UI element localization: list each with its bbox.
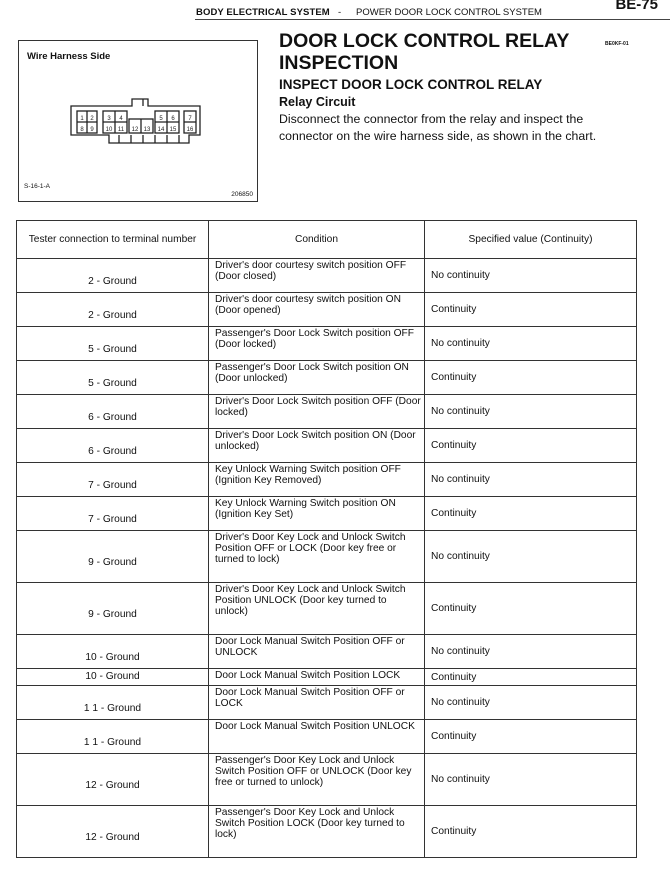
terminal-label: 6 bbox=[171, 116, 175, 122]
terminal-label: 10 bbox=[105, 127, 113, 133]
terminal-label: 1 bbox=[80, 116, 84, 122]
table-row bbox=[17, 327, 637, 361]
tester-cell: 6 - Ground bbox=[17, 395, 209, 429]
table-body bbox=[17, 259, 637, 858]
table-header-row bbox=[17, 221, 637, 259]
value-cell: No continuity bbox=[425, 259, 637, 293]
value-cell: Continuity bbox=[425, 720, 637, 754]
page-header bbox=[0, 0, 670, 20]
value-cell: No continuity bbox=[425, 754, 637, 806]
value-cell: No continuity bbox=[425, 635, 637, 669]
condition-cell: Driver's door courtesy switch position ON (Door opened) bbox=[209, 293, 425, 327]
terminal-label: 4 bbox=[119, 116, 123, 122]
value-cell: Continuity bbox=[425, 429, 637, 463]
header-separator: - bbox=[338, 7, 342, 18]
condition-cell: Driver's Door Key Lock and Unlock Switch Position UNLOCK (Door key turned to unlock) bbox=[209, 583, 425, 635]
table-row bbox=[17, 463, 637, 497]
table-row bbox=[17, 429, 637, 463]
header-condition: Condition bbox=[209, 221, 425, 259]
value-cell: Continuity bbox=[425, 669, 637, 686]
condition-cell: Driver's Door Lock Switch position ON (Door unlocked) bbox=[209, 429, 425, 463]
subsection-heading: Relay Circuit bbox=[279, 95, 356, 109]
system-name: BODY ELECTRICAL SYSTEM bbox=[196, 7, 330, 18]
subsystem-name: POWER DOOR LOCK CONTROL SYSTEM bbox=[356, 7, 542, 18]
terminal-label: 13 bbox=[143, 127, 151, 133]
tester-cell: 5 - Ground bbox=[17, 361, 209, 395]
value-cell: No continuity bbox=[425, 686, 637, 720]
condition-cell: Driver's door courtesy switch position OFF (Door closed) bbox=[209, 259, 425, 293]
tester-cell: 7 - Ground bbox=[17, 497, 209, 531]
terminal-label: 5 bbox=[159, 116, 163, 122]
connector-diagram bbox=[18, 40, 258, 202]
terminal-label: 3 bbox=[107, 116, 111, 122]
table-row bbox=[17, 635, 637, 669]
condition-cell: Door Lock Manual Switch Position OFF or UNLOCK bbox=[209, 635, 425, 669]
instruction-text: Disconnect the connector from the relay and inspect the connector on the wire harness side, as shown in the chart. bbox=[279, 112, 597, 143]
terminal-label: 7 bbox=[188, 116, 192, 122]
page-number: BE-75 bbox=[615, 0, 658, 13]
condition-cell: Key Unlock Warning Switch position ON (Ignition Key Set) bbox=[209, 497, 425, 531]
condition-cell: Key Unlock Warning Switch position OFF (Ignition Key Removed) bbox=[209, 463, 425, 497]
value-cell: No continuity bbox=[425, 463, 637, 497]
terminal-label: 14 bbox=[157, 127, 165, 133]
value-cell: Continuity bbox=[425, 293, 637, 327]
tester-cell: 7 - Ground bbox=[17, 463, 209, 497]
tester-cell: 9 - Ground bbox=[17, 531, 209, 583]
terminal-label: 15 bbox=[169, 127, 177, 133]
table-row bbox=[17, 583, 637, 635]
tester-cell: 9 - Ground bbox=[17, 583, 209, 635]
figure-number: 206850 bbox=[231, 191, 253, 198]
tester-cell: 2 - Ground bbox=[17, 293, 209, 327]
tester-cell: 10 - Ground bbox=[17, 635, 209, 669]
condition-cell: Door Lock Manual Switch Position UNLOCK bbox=[209, 720, 425, 754]
section-heading: INSPECT DOOR LOCK CONTROL RELAY bbox=[279, 77, 543, 92]
value-cell: Continuity bbox=[425, 806, 637, 858]
terminal-label: 12 bbox=[131, 127, 139, 133]
tester-cell: 10 - Ground bbox=[17, 669, 209, 686]
condition-cell: Passenger's Door Key Lock and Unlock Switch Position OFF or UNLOCK (Door key free or turned to unlock) bbox=[209, 754, 425, 806]
table-row bbox=[17, 293, 637, 327]
condition-cell: Passenger's Door Key Lock and Unlock Switch Position LOCK (Door key turned to lock) bbox=[209, 806, 425, 858]
table-row bbox=[17, 754, 637, 806]
table-row bbox=[17, 361, 637, 395]
table-row bbox=[17, 669, 637, 686]
value-cell: Continuity bbox=[425, 361, 637, 395]
condition-cell: Driver's Door Lock Switch position OFF (Door locked) bbox=[209, 395, 425, 429]
table-row bbox=[17, 259, 637, 293]
condition-cell: Driver's Door Key Lock and Unlock Switch Position OFF or LOCK (Door key free or turned to lock) bbox=[209, 531, 425, 583]
condition-cell: Passenger's Door Lock Switch position ON (Door unlocked) bbox=[209, 361, 425, 395]
terminal-label: 16 bbox=[186, 127, 194, 133]
header-specified-value: Specified value (Continuity) bbox=[425, 221, 637, 259]
header-rule bbox=[195, 19, 670, 20]
tester-cell: 5 - Ground bbox=[17, 327, 209, 361]
value-cell: Continuity bbox=[425, 583, 637, 635]
tester-cell: 1 1 - Ground bbox=[17, 720, 209, 754]
terminal-label: 2 bbox=[90, 116, 94, 122]
tester-cell: 6 - Ground bbox=[17, 429, 209, 463]
value-cell: No continuity bbox=[425, 531, 637, 583]
reference-code: BE0KF-01 bbox=[605, 41, 629, 47]
connector-illustration bbox=[19, 41, 257, 201]
table-row bbox=[17, 531, 637, 583]
terminal-label: 9 bbox=[90, 127, 94, 133]
figure-code: S-16-1-A bbox=[24, 183, 51, 190]
table-row bbox=[17, 395, 637, 429]
tester-cell: 2 - Ground bbox=[17, 259, 209, 293]
value-cell: No continuity bbox=[425, 395, 637, 429]
condition-cell: Passenger's Door Lock Switch position OFF (Door locked) bbox=[209, 327, 425, 361]
table-row bbox=[17, 686, 637, 720]
terminal-label: 8 bbox=[80, 127, 84, 133]
value-cell: Continuity bbox=[425, 497, 637, 531]
condition-cell: Door Lock Manual Switch Position LOCK bbox=[209, 669, 425, 686]
header-tester-connection: Tester connection to terminal number bbox=[17, 221, 209, 259]
table-row bbox=[17, 720, 637, 754]
tester-cell: 12 - Ground bbox=[17, 754, 209, 806]
tester-cell: 12 - Ground bbox=[17, 806, 209, 858]
terminal-label: 11 bbox=[117, 127, 125, 133]
table-row bbox=[17, 497, 637, 531]
value-cell: No continuity bbox=[425, 327, 637, 361]
continuity-table bbox=[16, 220, 637, 858]
diagram-label: Wire Harness Side bbox=[27, 51, 111, 62]
tester-cell: 1 1 - Ground bbox=[17, 686, 209, 720]
condition-cell: Door Lock Manual Switch Position OFF or LOCK bbox=[209, 686, 425, 720]
page-title: DOOR LOCK CONTROL RELAY INSPECTION bbox=[279, 30, 569, 74]
table-row bbox=[17, 806, 637, 858]
